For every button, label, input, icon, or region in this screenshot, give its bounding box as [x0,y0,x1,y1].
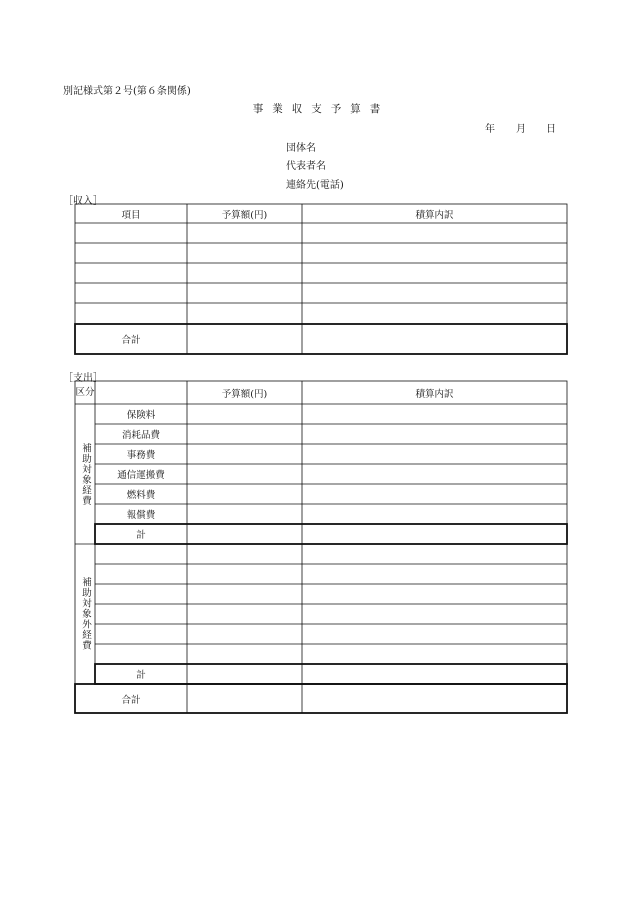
income-total-label: 合計 [121,335,141,346]
form-number-label: 別記様式第２号(第６条関係) [63,86,191,97]
expense-col-budget: 予算額(円) [221,388,268,400]
organization-name-label: 団体名 [286,143,316,154]
income-col-breakdown: 積算内訳 [415,209,454,221]
expense-section-label: ［支出］ [63,373,103,384]
non-subsidized-subtotal-label: 計 [136,670,146,681]
representative-name-label: 代表者名 [286,161,326,172]
expense-item-insurance: 保険料 [126,410,156,421]
expense-col-breakdown: 積算内訳 [415,388,454,400]
expense-item-consumables: 消耗品費 [121,430,160,441]
income-col-item: 項目 [121,209,141,221]
subsidized-subtotal-label: 計 [136,530,146,541]
expense-item-shipping: 通信運搬費 [117,470,165,481]
non-subsidized-expense-group-label: 補助対象外経費 [80,577,91,651]
expense-item-fuel: 燃料費 [126,490,156,501]
date-month-label: 月 [516,124,526,135]
expense-item-honorarium: 報償費 [126,510,156,521]
date-year-label: 年 [485,124,495,135]
document-title: 事業収支予算書 [252,103,390,115]
income-col-budget: 予算額(円) [221,209,268,221]
expense-item-office: 事務費 [126,450,156,461]
expense-total-label: 合計 [121,694,141,706]
income-section-label: ［収入］ [63,196,103,207]
contact-phone-label: 連絡先(電話) [286,180,344,191]
date-day-label: 日 [546,124,556,135]
subsidized-expense-group-label: 補助対象経費 [80,442,91,506]
expense-category-header: 区分 [75,386,95,398]
